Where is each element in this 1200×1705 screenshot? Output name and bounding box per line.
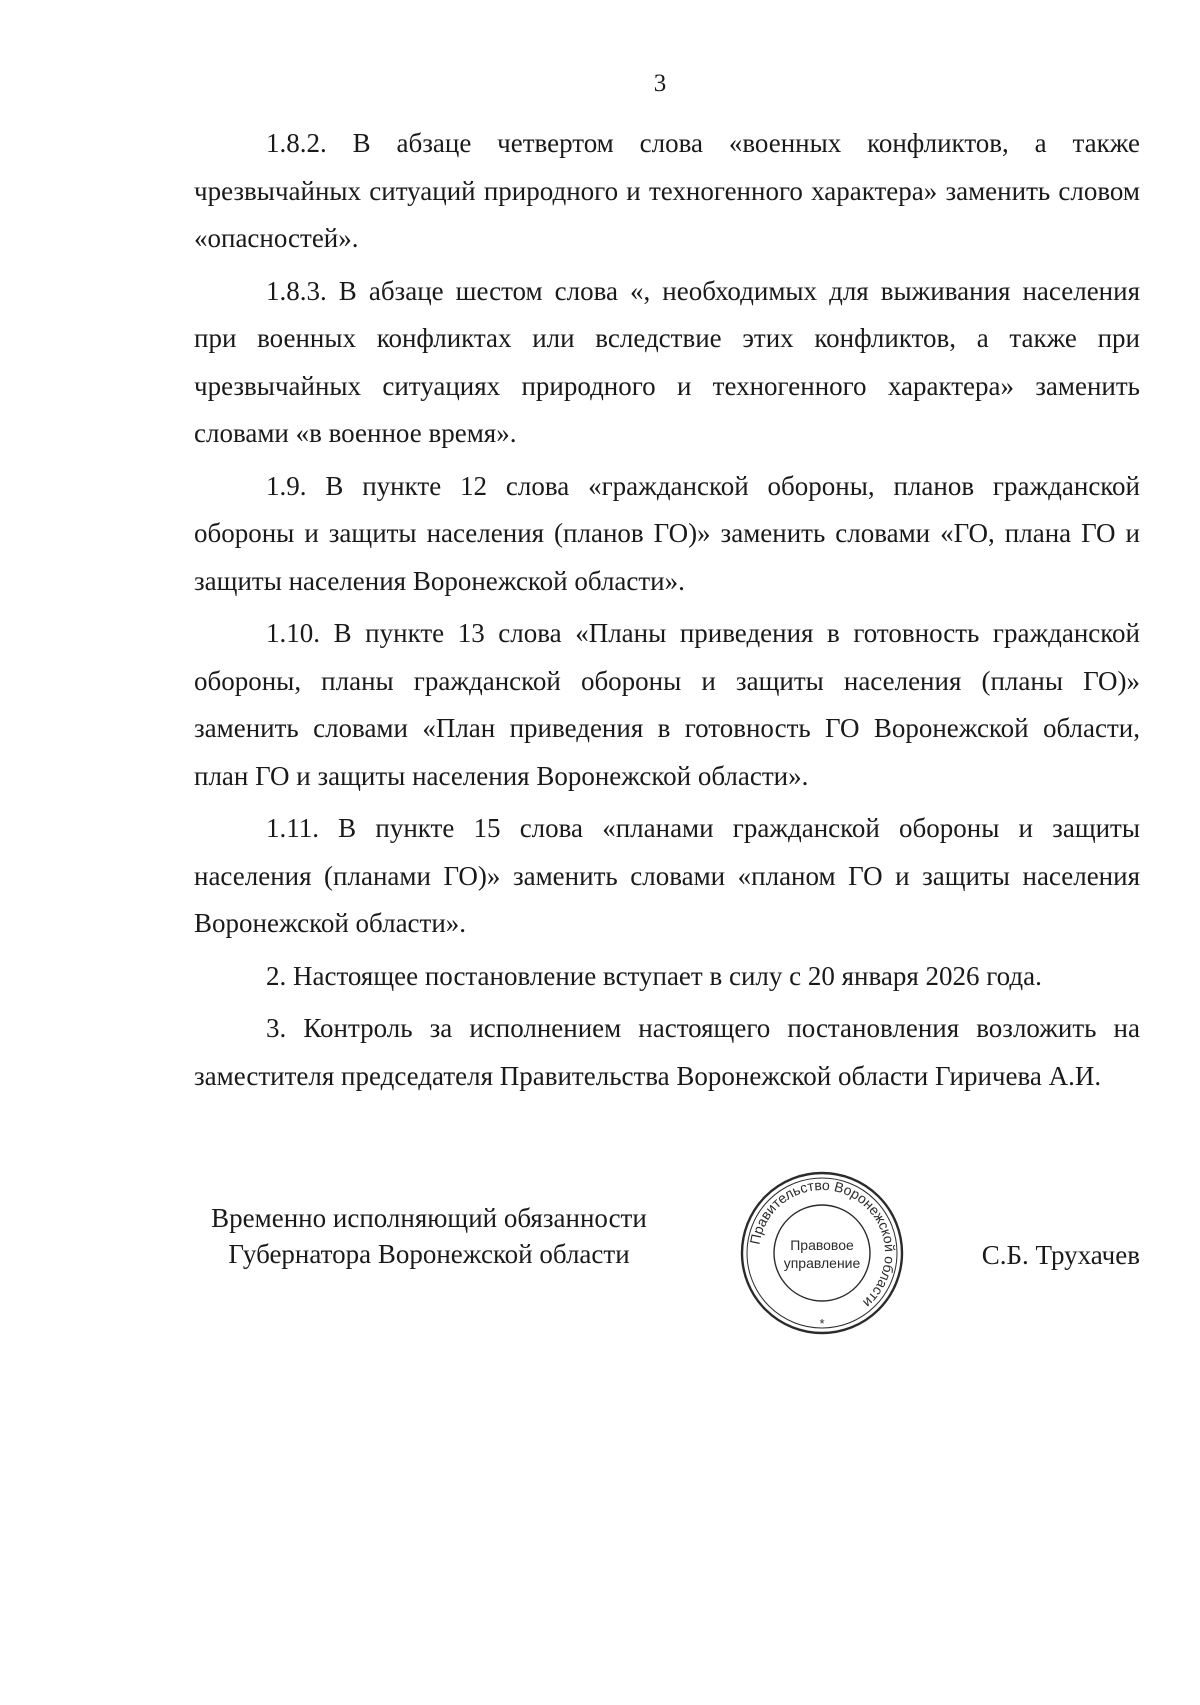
paragraph-1-10: 1.10. В пункте 13 слова «Планы приведения в готовность гражданской обороны, планы гражданской обороны и защиты населения (планы ГО)» заменить словами «План приведения в готовность ГО Воронежской области, план ГО и защиты населения Воронежской области». bbox=[194, 618, 1140, 791]
signatory-title bbox=[194, 1200, 664, 1272]
signatory-name: С.Б. Трухачев bbox=[981, 1240, 1140, 1270]
paragraph-1-11: 1.11. В пункте 15 слова «планами гражданской обороны и защиты населения (планами ГО)» заменить словами «планом ГО и защиты населения Воронежской области». bbox=[194, 813, 1140, 938]
seal-icon bbox=[739, 1170, 905, 1336]
paragraph-1-8-3: 1.8.3. В абзаце шестом слова «, необходимых для выживания населения при военных конфликтах или вследствие этих конфликтов, а также при чрезвычайных ситуациях природного и техногенного характера» заменить словами «в военное время». bbox=[194, 275, 1140, 448]
seal-center-line-2: управление bbox=[783, 1255, 861, 1271]
seal-ring-text: Правительство Воронежской области bbox=[746, 1176, 899, 1312]
paragraph-2-effective-date: 2. Настоящее постановление вступает в силу с 20 января 2026 года. bbox=[266, 960, 1042, 991]
official-seal bbox=[739, 1170, 905, 1336]
signature-block bbox=[194, 1170, 1140, 1330]
seal-center-line-1: Правовое bbox=[790, 1237, 854, 1253]
paragraph-1-9: 1.9. В пункте 12 слова «гражданской обороны, планов гражданской обороны и защиты населения (планов ГО)» заменить словами «ГО, плана ГО и защиты населения Воронежской области». bbox=[194, 470, 1140, 596]
signatory-title-line-2: Губернатора Воронежской области bbox=[228, 1239, 630, 1269]
signatory-title-line-1: Временно исполняющий обязанности bbox=[211, 1203, 647, 1233]
paragraph-3-control: 3. Контроль за исполнением настоящего постановления возложить на заместителя председателя Правительства Воронежской области Гиричева А.И. bbox=[194, 1013, 1140, 1091]
paragraph-1-8-2: 1.8.2. В абзаце четвертом слова «военных конфликтов, а также чрезвычайных ситуаций природного и техногенного характера» заменить словом «опасностей». bbox=[194, 128, 1140, 253]
document-body bbox=[194, 120, 1140, 1100]
seal-star: * bbox=[819, 1316, 825, 1331]
page-number: 3 bbox=[653, 70, 667, 97]
